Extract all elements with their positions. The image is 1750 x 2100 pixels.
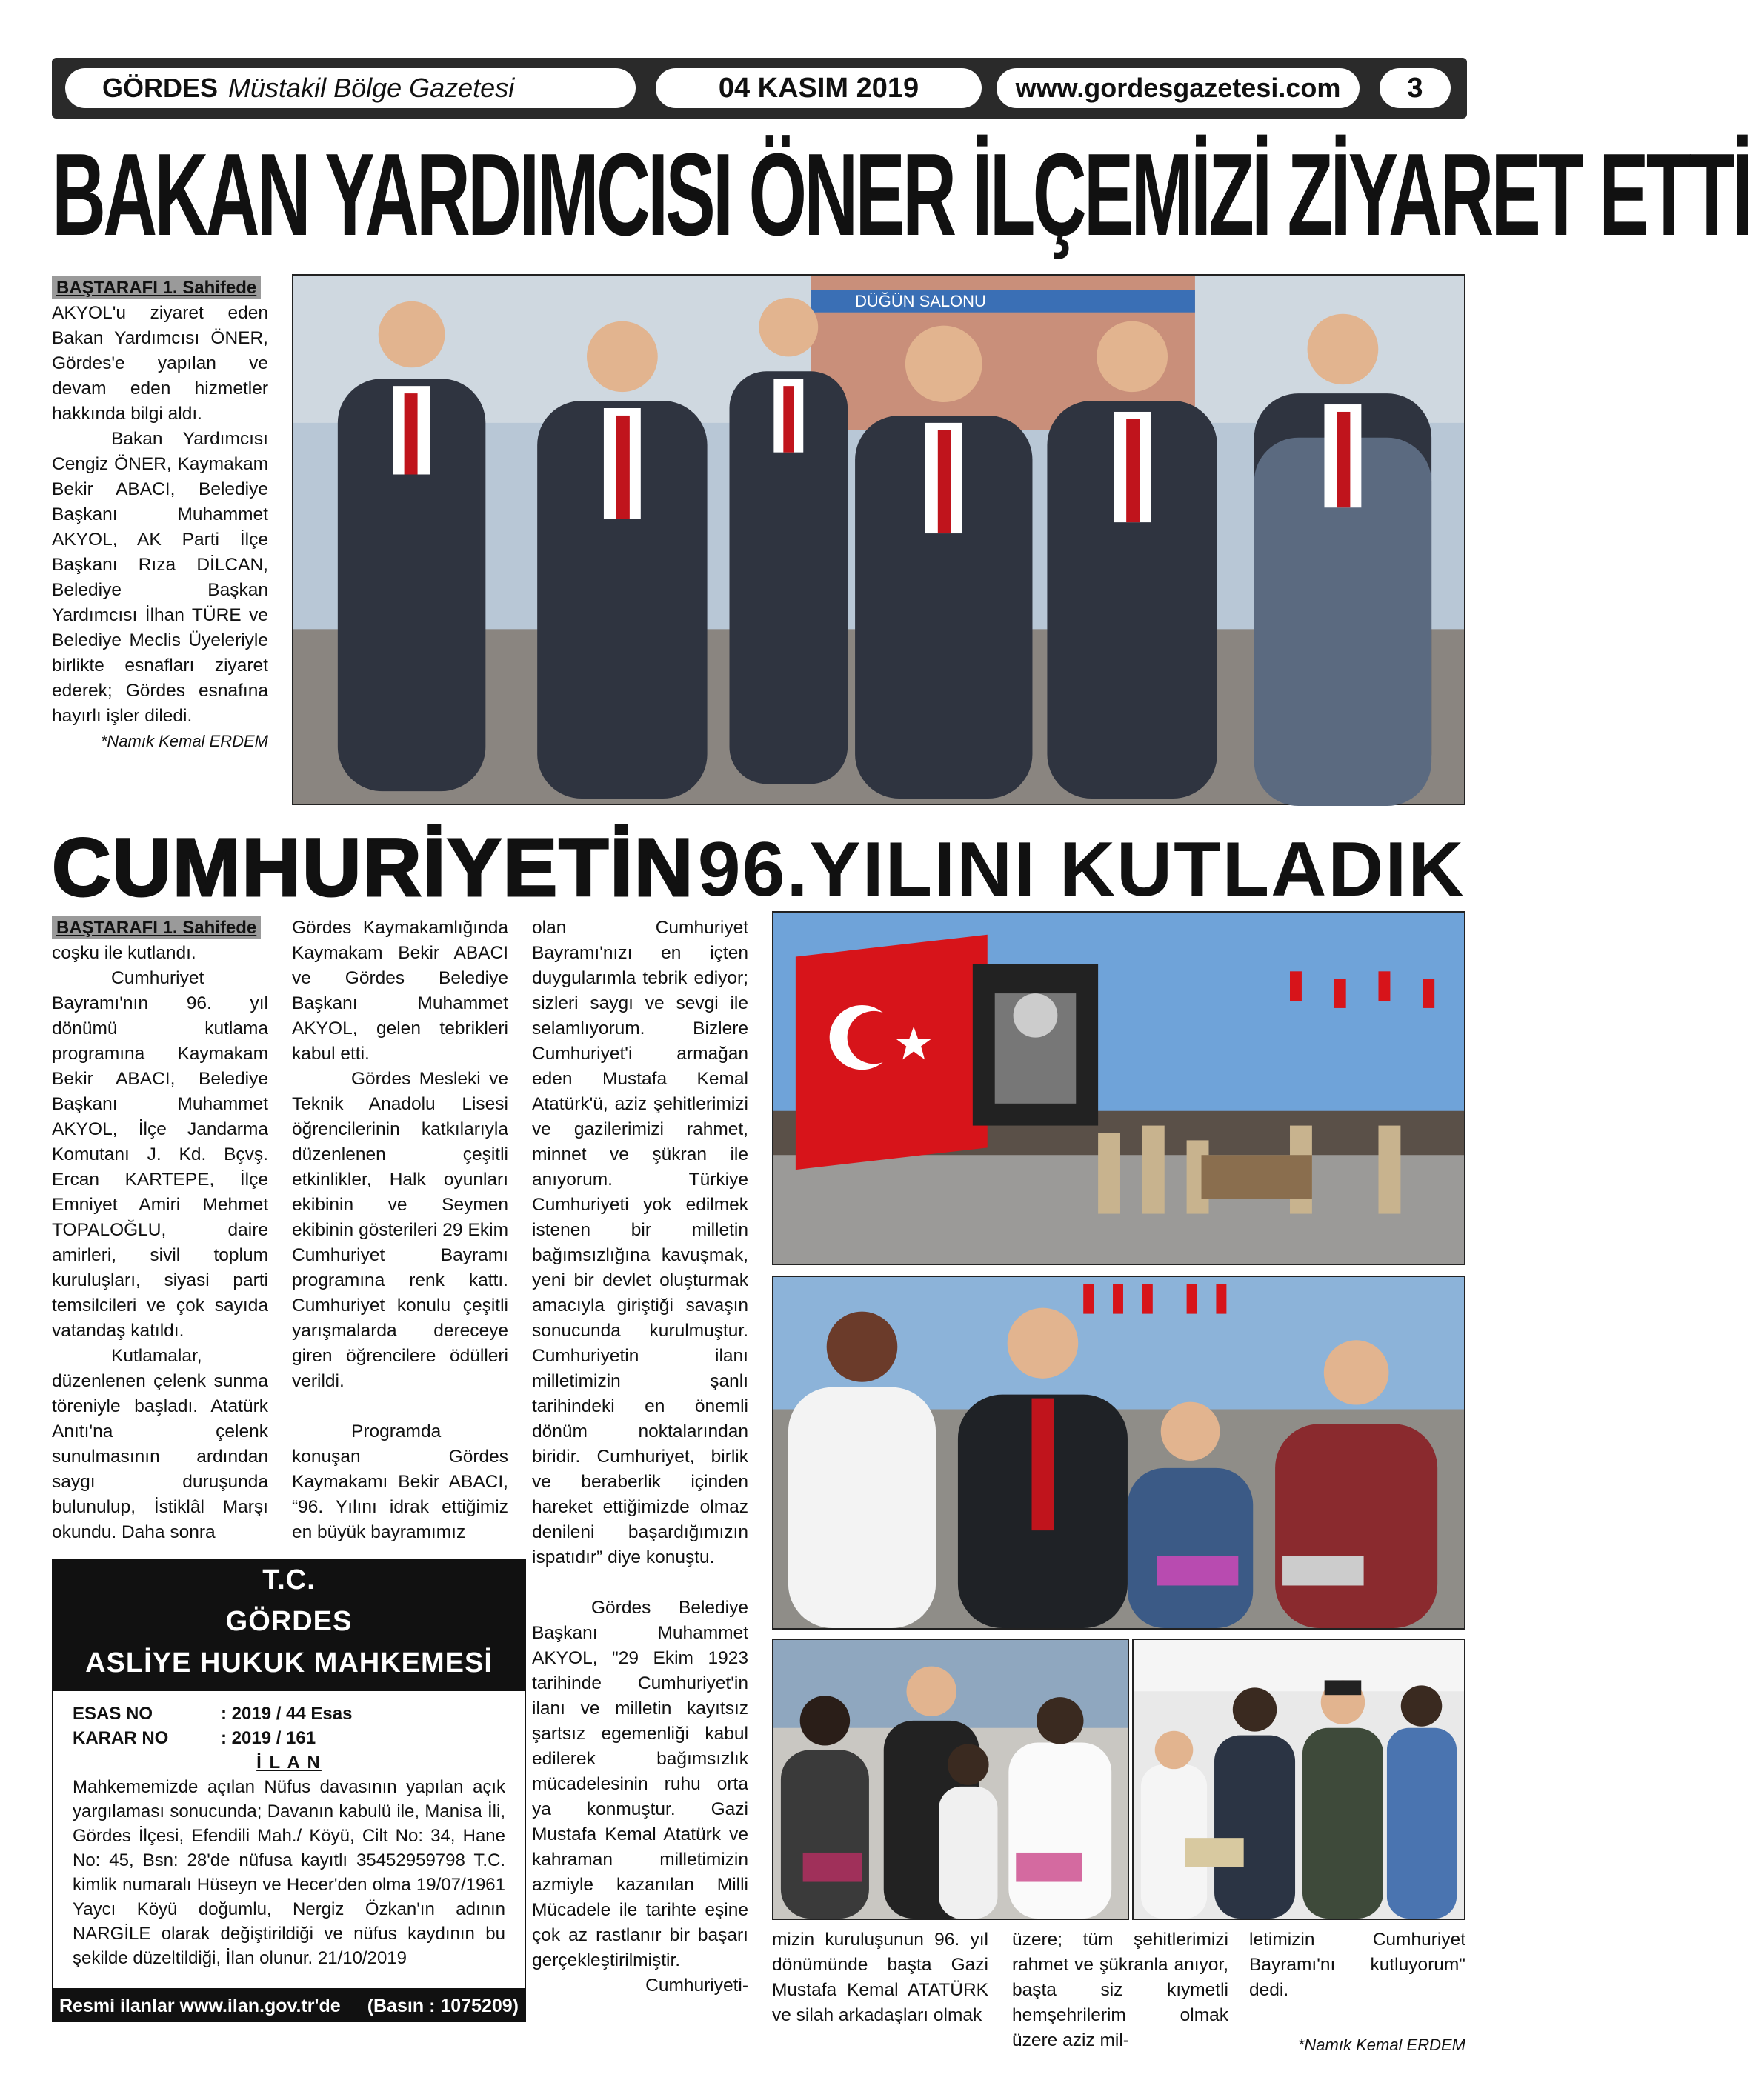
court-line2: GÖRDES <box>225 1606 353 1637</box>
article2-kicker: BAŞTARAFI 1. Sahifede <box>52 916 261 939</box>
soldier-students-image <box>1134 1640 1464 1919</box>
karar-label: KARAR NO <box>73 1728 169 1748</box>
ilan-title: İ L A N <box>256 1753 322 1773</box>
article2-col1 <box>52 916 268 1545</box>
article2-col2-p2: Gördes Mesleki ve Teknik Anadolu Lisesi öğrencilerinin katkılarıyla düzenlenen çeşitli etkinlikler, Halk oyunları ekibinin ve Seymen ekibinin gösterileri 29 Ekim Cumhuriyet Bayramı programına renk kattı. Cumhuriyet konulu çeşitli yarışmalarda dereceye giren öğrencilere ödülleri verildi. <box>292 1069 508 1391</box>
article1-text <box>52 276 268 754</box>
paper-name-pill <box>65 68 636 108</box>
students-awards-image <box>773 1640 1128 1919</box>
article2-col4: mizin kuruluşunun 96. yıl dönümünde başta Gazi Mustafa Kemal ATATÜRK ve silah arkadaşları olmak <box>772 1930 988 2025</box>
page-number: 3 <box>1380 68 1451 108</box>
article1-photo <box>292 274 1465 805</box>
paper-name: GÖRDES <box>102 73 219 103</box>
article2-col2-p3: Programda konuşan Gördes Kaymakamı Bekir ABACI, “96. Yılını idrak ettiğimiz en büyük bayramımız <box>292 1421 508 1542</box>
article2-col1-p3: Kutlamalar, düzenlenen çelenk sunma töreniyle başladı. Atatürk Anıtı'na çelenk sunulmasının ardından saygı duruşunda bulunulup, İstiklâl Marşı okundu. Daha sonra <box>52 1346 268 1542</box>
court-notice-header <box>52 1559 526 1690</box>
officials-walking-image <box>293 276 1464 804</box>
article2-col2 <box>292 916 508 1545</box>
article1-kicker: BAŞTARAFI 1. Sahifede <box>52 276 261 299</box>
court-line1: T.C. <box>262 1564 316 1596</box>
article2-col3-p1: olan Cumhuriyet Bayramı'nızı en içten duygularımla tebrik ediyor; sizleri saygı ve sevgi ile selamlıyorum. Bizlere Cumhuriyet'i armağan eden Mustafa Kemal Atatürk'ü, aziz şehitlerimizi ve gazilerimizi rahmet, minnet ve şükran ile anıyorum. Türkiye Cumhuriyeti yok edilmek istenen bir milletin bağımsızlığına kavuşmak, yeni bir devlet oluşturmak amacıyla giriştiği savaşın sonucunda kurulmuştur. Cumhuriyetin ilanı milletimizin şanlı tarihindeki en önemli dönüm noktalarından biridir. Cumhuriyet, birlik ve beraberlik içinden hareket ettiğimizde olmaz denileni başardığımızın ispatıdır” diye konuştu. <box>532 918 748 1567</box>
karar-value: : 2019 / 161 <box>221 1728 316 1748</box>
court-line3: ASLİYE HUKUK MAHKEMESİ <box>85 1647 493 1679</box>
paper-subtitle: Müstakil Bölge Gazetesi <box>228 73 515 103</box>
ceremony-parade-image <box>773 913 1464 1264</box>
article2-headline <box>52 821 1467 913</box>
article1-byline: *Namık Kemal ERDEM <box>100 732 268 750</box>
article2-col6-text: letimizin Cumhuriyet Bayramı'nı kutluyorum" dedi. <box>1249 1930 1465 2000</box>
award-photo <box>772 1276 1465 1630</box>
press-number: (Basın : 1075209) <box>367 1995 519 2016</box>
article2-col5: üzere; tüm şehitlerimizi rahmet ve şükranla anıyor, başta siz kıymetli hemşehrilerim olmak üzere aziz mil- <box>1012 1930 1228 2050</box>
official-ads-link[interactable]: Resmi ilanlar www.ilan.gov.tr'de <box>59 1995 341 2016</box>
article2-col1-p1: coşku ile kutlandı. <box>52 943 196 963</box>
court-text: Mahkememizde açılan Nüfus davasının yapılan açık yargılaması sonucunda; Davanın kabulü ile, Manisa İli, Gördes İlçesi, Efendili Mah./ Köyü, Cilt No: 34, Hane No: 45, Bsn: 28'de nüfusa kayıtlı 35452959798 T.C. kimlik numaralı Hüseyn ve Hecer'den olma 19/07/1961 Yaycı Köyü doğumlu, Nergiz Özkan'ın adının NARGİLE olarak değiştirildiği ve nüfus kaydının bu şekilde düzeltildiği, İlan olunur. 21/10/2019 <box>73 1777 505 1968</box>
article2-headline-bold: CUMHURİYETİN <box>52 822 695 913</box>
article2-col3 <box>532 916 748 1999</box>
article2-byline: *Namık Kemal ERDEM <box>1297 2036 1465 2054</box>
esas-label: ESAS NO <box>73 1704 153 1724</box>
students-photo-1 <box>772 1639 1129 1920</box>
esas-row <box>73 1701 505 1726</box>
court-notice-footer <box>52 1990 526 2022</box>
issue-date: 04 KASIM 2019 <box>656 68 982 108</box>
students-photo-2 <box>1132 1639 1465 1920</box>
article2-col3-p3: Cumhuriyeti- <box>645 1976 748 1996</box>
wedding-hall-sign: DÜĞÜN SALONU <box>855 291 986 310</box>
article2-headline-rest: 96.YILINI KUTLADIK <box>697 827 1465 913</box>
article2-col1-p2: Cumhuriyet Bayramı'nın 96. yıl dönümü kutlama programına Kaymakam Bekir ABACI, Belediye Başkanı Muhammet AKYOL, İlçe Jandarma Komutanı J. Kd. Bçvş. Ercan KARTEPE, İlçe Emniyet Amiri Mehmet TOPALOĞLU, daire amirleri, sivil toplum kuruluşları, siyasi parti temsilcileri ve çok sayıda vatandaş katıldı. <box>52 968 268 1341</box>
article1-para2: Bakan Yardımcısı Cengiz ÖNER, Kaymakam Bekir ABACI, Belediye Başkanı Muhammet AKYOL, AK Parti İlçe Başkanı Rıza DİLCAN, Belediye Başkan Yardımcısı İlhan TÜRE ve Belediye Meclis Üyeleriyle birlikte esnafları ziyaret ederek; Gördes esnafına hayırlı işler diledi. <box>52 429 268 726</box>
esas-value: : 2019 / 44 Esas <box>221 1704 353 1724</box>
website-link[interactable]: www.gordesgazetesi.com <box>997 68 1360 108</box>
article1-para1: AKYOL'u ziyaret eden Bakan Yardımcısı ÖNER, Gördes'e yapılan ve devam eden hizmetler hakkında bilgi aldı. <box>52 303 268 424</box>
award-ceremony-image <box>773 1277 1464 1628</box>
karar-row <box>73 1726 505 1750</box>
court-notice-body <box>52 1690 526 1990</box>
ceremony-photo <box>772 911 1465 1265</box>
article2-col3-p2: Gördes Belediye Başkanı Muhammet AKYOL, "29 Ekim 1923 tarihinde Cumhuriyet'in ilanı ve milletin kayıtsız şartsız egemenliği kabul edilerek bağımsızlık mücadelesinin ruhu orta ya konmuştur. Gazi Mustafa Kemal Atatürk ve kahraman milletimizin azmiyle kazanılan Milli Mücadele ile tarihte eşine çok az rastlanır bir başarı gerçekleştirilmiştir. <box>532 1598 748 1970</box>
article1-headline: BAKAN YARDIMCISI ÖNER İLÇEMİZİ ZİYARET ETTİ <box>52 130 1750 260</box>
article2-col2-p1: Gördes Kaymakamlığında Kaymakam Bekir ABACI ve Gördes Belediye Başkanı Muhammet AKYOL, gelen tebrikleri kabul etti. <box>292 918 508 1064</box>
article2-col6 <box>1249 1927 1465 2058</box>
